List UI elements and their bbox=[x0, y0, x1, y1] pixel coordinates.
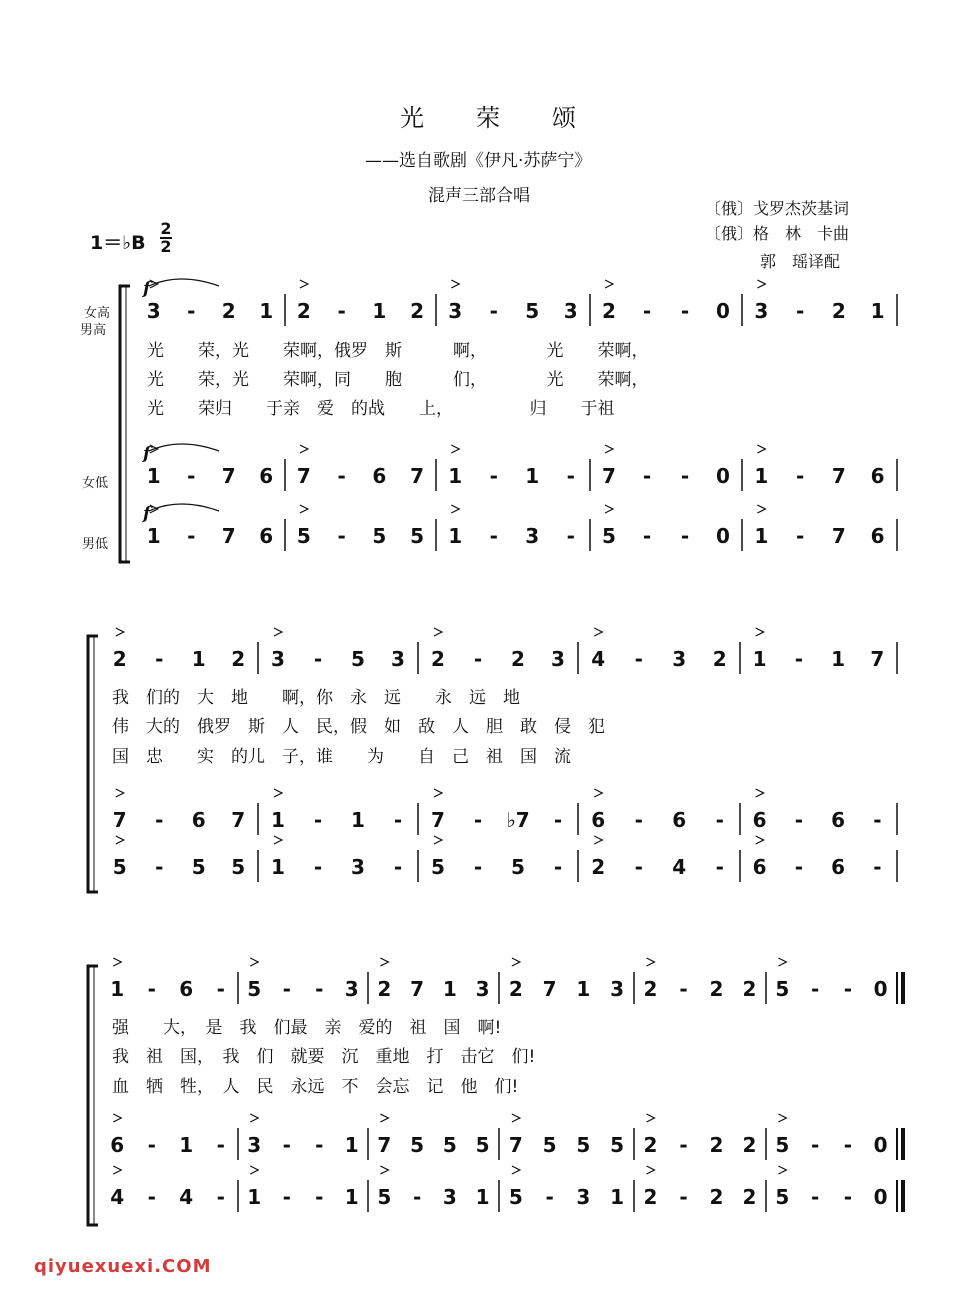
note: 3 bbox=[146, 299, 161, 323]
accent-mark bbox=[451, 505, 459, 513]
accent-mark bbox=[300, 445, 308, 453]
note: 7 bbox=[231, 808, 246, 832]
dash: - bbox=[147, 977, 156, 1001]
dash: - bbox=[553, 808, 563, 832]
note: 1 bbox=[442, 977, 457, 1001]
note: 3 bbox=[442, 1185, 457, 1209]
accent-mark bbox=[757, 280, 765, 288]
accent-mark bbox=[647, 958, 655, 966]
note: 6 bbox=[372, 464, 387, 488]
note: 7 bbox=[831, 464, 846, 488]
accent-mark bbox=[778, 1166, 786, 1174]
note: 0 bbox=[873, 977, 888, 1001]
accent-mark bbox=[300, 505, 308, 513]
dash: - bbox=[315, 977, 324, 1001]
accent-mark bbox=[756, 836, 764, 844]
note: 0 bbox=[873, 1185, 888, 1209]
note: 2 bbox=[742, 977, 757, 1001]
accent-mark bbox=[594, 836, 602, 844]
dash: - bbox=[566, 524, 575, 548]
accent-mark bbox=[451, 280, 459, 288]
dash: - bbox=[147, 1185, 156, 1209]
note: 7 bbox=[431, 808, 445, 832]
note: 2 bbox=[602, 299, 616, 323]
dash: - bbox=[216, 977, 225, 1001]
dynamic-marking: f bbox=[143, 279, 151, 299]
note: 6 bbox=[752, 808, 767, 832]
note: 7 bbox=[831, 524, 846, 548]
dash: - bbox=[794, 647, 804, 671]
lyric-line-2: 伟 大的 俄罗 斯 人 民，假 如 敌 人 胆 敢 侵 犯 bbox=[112, 717, 605, 737]
note: 3 bbox=[344, 977, 359, 1001]
note: 1 bbox=[110, 977, 125, 1001]
dash: - bbox=[794, 855, 804, 879]
dash: - bbox=[795, 464, 805, 488]
dynamic-marking: f bbox=[143, 504, 151, 524]
note: 6 bbox=[110, 1133, 125, 1157]
note: 1 bbox=[271, 808, 285, 832]
dash: - bbox=[843, 1185, 853, 1209]
note: 1 bbox=[372, 299, 387, 323]
part-label-bass: 男低 bbox=[82, 537, 109, 552]
note: 0 bbox=[716, 464, 730, 488]
note: 1 bbox=[351, 808, 365, 832]
note: 2 bbox=[112, 647, 127, 671]
note: 2 bbox=[831, 299, 846, 323]
note: 1 bbox=[525, 464, 540, 488]
dash: - bbox=[794, 808, 804, 832]
note: 5 bbox=[410, 524, 425, 548]
note: ♭7 bbox=[506, 808, 530, 832]
accent-mark bbox=[113, 1114, 121, 1122]
note: 6 bbox=[191, 808, 206, 832]
note: 6 bbox=[259, 524, 274, 548]
voicing-label: 混声三部合唱 bbox=[428, 186, 530, 206]
dash: - bbox=[873, 855, 882, 879]
note: 2 bbox=[712, 647, 727, 671]
dash: - bbox=[187, 299, 196, 323]
dash: - bbox=[634, 647, 643, 671]
lyric-line-3: 血 牺 牲， 人 民 永远 不 会忘 记 他 们! bbox=[112, 1077, 519, 1097]
dash: - bbox=[843, 1133, 853, 1157]
dash: - bbox=[634, 855, 643, 879]
note: 1 bbox=[831, 647, 846, 671]
dash: - bbox=[315, 1185, 324, 1209]
dash: - bbox=[282, 977, 291, 1001]
accent-mark bbox=[647, 1166, 655, 1174]
note: 1 bbox=[448, 524, 463, 548]
note: 7 bbox=[296, 464, 311, 488]
note: 5 bbox=[410, 1133, 425, 1157]
note: 5 bbox=[610, 1133, 625, 1157]
dash: - bbox=[393, 855, 403, 879]
note: 1 bbox=[448, 464, 463, 488]
note: 7 bbox=[377, 1133, 392, 1157]
accent-mark bbox=[380, 958, 388, 966]
note: 0 bbox=[873, 1133, 888, 1157]
note: 1 bbox=[344, 1133, 359, 1157]
note: 1 bbox=[610, 1185, 625, 1209]
note: 6 bbox=[752, 855, 767, 879]
note: 5 bbox=[351, 647, 365, 671]
note: 5 bbox=[602, 524, 616, 548]
part-label-women-top: 女高 bbox=[84, 306, 111, 321]
dash: - bbox=[489, 464, 498, 488]
note: 6 bbox=[591, 808, 606, 832]
accent-mark bbox=[434, 789, 442, 797]
note: 3 bbox=[563, 299, 578, 323]
note: 3 bbox=[551, 647, 565, 671]
dash: - bbox=[155, 647, 164, 671]
time-numerator: 2 bbox=[160, 219, 172, 238]
slur bbox=[149, 504, 219, 511]
accent-mark bbox=[512, 958, 520, 966]
dash: - bbox=[810, 1133, 820, 1157]
note: 2 bbox=[591, 855, 606, 879]
note: 6 bbox=[672, 808, 687, 832]
note: 3 bbox=[448, 299, 463, 323]
slur bbox=[149, 279, 219, 286]
lyric-line-3: 光 荣归 于亲 爱 的战 上， 归 于祖 bbox=[147, 399, 615, 419]
dash: - bbox=[795, 299, 805, 323]
dash: - bbox=[489, 524, 498, 548]
note: 3 bbox=[247, 1133, 262, 1157]
dash: - bbox=[679, 1133, 688, 1157]
accent-mark bbox=[647, 1114, 655, 1122]
note: 7 bbox=[602, 464, 616, 488]
note: 1 bbox=[179, 1133, 194, 1157]
accent-mark bbox=[274, 628, 282, 636]
note: 5 bbox=[511, 855, 525, 879]
dash: - bbox=[679, 977, 688, 1001]
note: 4 bbox=[110, 1185, 125, 1209]
dash: - bbox=[553, 855, 563, 879]
note: 5 bbox=[542, 1133, 557, 1157]
note: 6 bbox=[870, 464, 885, 488]
lyric-line-2: 光 荣，光 荣啊，同 胞 们， 光 荣啊， bbox=[147, 370, 649, 390]
note: 2 bbox=[643, 977, 658, 1001]
song-title: 光荣颂 bbox=[400, 104, 628, 132]
dash: - bbox=[795, 524, 805, 548]
dash: - bbox=[634, 808, 643, 832]
note: 2 bbox=[709, 1185, 724, 1209]
accent-mark bbox=[512, 1166, 520, 1174]
note: 3 bbox=[271, 647, 285, 671]
accent-mark bbox=[594, 789, 602, 797]
accent-mark bbox=[113, 1166, 121, 1174]
lyric-line-2: 我 祖 国， 我 们 就要 沉 重地 打 击它 们! bbox=[112, 1047, 536, 1067]
accent-mark bbox=[380, 1166, 388, 1174]
accent-mark bbox=[605, 445, 613, 453]
dash: - bbox=[843, 977, 853, 1001]
accent-mark bbox=[451, 445, 459, 453]
accent-mark bbox=[250, 958, 258, 966]
accent-mark bbox=[594, 628, 602, 636]
dash: - bbox=[155, 855, 164, 879]
dash: - bbox=[155, 808, 164, 832]
note: 7 bbox=[508, 1133, 523, 1157]
dash: - bbox=[642, 464, 652, 488]
note: 5 bbox=[231, 855, 246, 879]
part-label-men-top: 男高 bbox=[80, 323, 107, 338]
note: 1 bbox=[754, 464, 769, 488]
note: 2 bbox=[296, 299, 311, 323]
slur bbox=[149, 444, 219, 451]
note: 6 bbox=[831, 808, 846, 832]
song-subtitle: ——选自歌剧《伊凡·苏萨宁》 bbox=[365, 151, 592, 171]
system-bracket bbox=[88, 636, 98, 892]
time-denominator: 2 bbox=[160, 237, 172, 256]
dash: - bbox=[313, 647, 323, 671]
dash: - bbox=[216, 1133, 225, 1157]
dash: - bbox=[337, 464, 346, 488]
note: 3 bbox=[672, 647, 687, 671]
note: 5 bbox=[576, 1133, 591, 1157]
accent-mark bbox=[274, 789, 282, 797]
dash: - bbox=[810, 977, 820, 1001]
dash: - bbox=[642, 299, 652, 323]
note: 2 bbox=[709, 1133, 724, 1157]
dash: - bbox=[566, 464, 575, 488]
accent-mark bbox=[116, 836, 124, 844]
dynamic-marking: f bbox=[143, 444, 151, 464]
dash: - bbox=[187, 524, 196, 548]
note: 5 bbox=[475, 1133, 490, 1157]
note: 3 bbox=[351, 855, 365, 879]
lyric-line-1: 光 荣，光 荣啊，俄罗 斯 啊， 光 荣啊， bbox=[147, 341, 649, 361]
dash: - bbox=[315, 1133, 324, 1157]
note: 1 bbox=[754, 524, 769, 548]
note: 2 bbox=[643, 1133, 658, 1157]
dash: - bbox=[715, 855, 724, 879]
accent-mark bbox=[512, 1114, 520, 1122]
accent-mark bbox=[757, 505, 765, 513]
note: 1 bbox=[259, 299, 274, 323]
note: 6 bbox=[179, 977, 194, 1001]
note: 2 bbox=[643, 1185, 658, 1209]
accent-mark bbox=[756, 628, 764, 636]
note: 5 bbox=[525, 299, 540, 323]
note: 4 bbox=[591, 647, 606, 671]
dash: - bbox=[680, 299, 690, 323]
note: 7 bbox=[221, 464, 236, 488]
note: 1 bbox=[475, 1185, 490, 1209]
note: 3 bbox=[475, 977, 490, 1001]
note: 5 bbox=[296, 524, 311, 548]
note: 7 bbox=[870, 647, 885, 671]
note: 7 bbox=[410, 977, 425, 1001]
note: 7 bbox=[410, 464, 425, 488]
lyric-line-1: 我 们的 大 地 啊，你 永 远 永 远 地 bbox=[112, 688, 520, 708]
dash: - bbox=[489, 299, 498, 323]
note: 3 bbox=[610, 977, 625, 1001]
note: 2 bbox=[231, 647, 246, 671]
dash: - bbox=[679, 1185, 688, 1209]
accent-mark bbox=[605, 280, 613, 288]
accent-mark bbox=[116, 789, 124, 797]
note: 1 bbox=[146, 464, 161, 488]
dash: - bbox=[147, 1133, 156, 1157]
dash: - bbox=[412, 1185, 422, 1209]
key-signature: 1＝♭B bbox=[90, 232, 146, 254]
dash: - bbox=[393, 808, 403, 832]
dash: - bbox=[187, 464, 196, 488]
note: 1 bbox=[870, 299, 885, 323]
dash: - bbox=[473, 647, 483, 671]
note: 2 bbox=[377, 977, 392, 1001]
dash: - bbox=[680, 464, 690, 488]
note: 2 bbox=[709, 977, 724, 1001]
dash: - bbox=[810, 1185, 820, 1209]
dash: - bbox=[473, 808, 483, 832]
note: 3 bbox=[391, 647, 405, 671]
note: 6 bbox=[870, 524, 885, 548]
dash: - bbox=[473, 855, 483, 879]
accent-mark bbox=[605, 505, 613, 513]
note: 3 bbox=[754, 299, 769, 323]
dash: - bbox=[313, 855, 323, 879]
note: 7 bbox=[112, 808, 127, 832]
note: 5 bbox=[377, 1185, 392, 1209]
accent-mark bbox=[434, 836, 442, 844]
dash: - bbox=[216, 1185, 225, 1209]
dash: - bbox=[313, 808, 323, 832]
note: 2 bbox=[742, 1133, 757, 1157]
dash: - bbox=[282, 1185, 291, 1209]
note: 0 bbox=[716, 299, 730, 323]
dash: - bbox=[545, 1185, 554, 1209]
note: 7 bbox=[221, 524, 236, 548]
note: 7 bbox=[542, 977, 557, 1001]
note: 1 bbox=[191, 647, 206, 671]
note: 5 bbox=[442, 1133, 457, 1157]
note: 3 bbox=[576, 1185, 591, 1209]
note: 5 bbox=[112, 855, 127, 879]
note: 6 bbox=[259, 464, 274, 488]
dash: - bbox=[873, 808, 882, 832]
arranger-credit: 郭 瑶译配 bbox=[760, 252, 841, 271]
note: 5 bbox=[247, 977, 262, 1001]
dash: - bbox=[337, 524, 346, 548]
system-bracket bbox=[120, 286, 130, 562]
note: 1 bbox=[576, 977, 591, 1001]
note: 2 bbox=[742, 1185, 757, 1209]
note: 0 bbox=[716, 524, 730, 548]
note: 6 bbox=[831, 855, 846, 879]
note: 5 bbox=[372, 524, 387, 548]
accent-mark bbox=[380, 1114, 388, 1122]
accent-mark bbox=[778, 1114, 786, 1122]
accent-mark bbox=[116, 628, 124, 636]
accent-mark bbox=[250, 1166, 258, 1174]
note: 2 bbox=[221, 299, 236, 323]
composer-credit: 〔俄〕格 林 卡曲 bbox=[705, 224, 850, 243]
lyricist-credit: 〔俄〕戈罗杰茨基词 bbox=[705, 199, 850, 218]
note: 1 bbox=[344, 1185, 359, 1209]
note: 1 bbox=[247, 1185, 262, 1209]
accent-mark bbox=[274, 836, 282, 844]
note: 2 bbox=[508, 977, 523, 1001]
note: 5 bbox=[775, 977, 790, 1001]
note: 1 bbox=[146, 524, 161, 548]
accent-mark bbox=[250, 1114, 258, 1122]
accent-mark bbox=[434, 628, 442, 636]
accent-mark bbox=[757, 445, 765, 453]
note: 5 bbox=[508, 1185, 523, 1209]
lyric-line-1: 强 大， 是 我 们最 亲 爱的 祖 国 啊! bbox=[112, 1018, 502, 1038]
dash: - bbox=[337, 299, 346, 323]
accent-mark bbox=[300, 280, 308, 288]
accent-mark bbox=[756, 789, 764, 797]
dash: - bbox=[642, 524, 652, 548]
note: 5 bbox=[775, 1185, 790, 1209]
note: 4 bbox=[672, 855, 687, 879]
dash: - bbox=[282, 1133, 291, 1157]
note: 4 bbox=[179, 1185, 194, 1209]
part-label-alto: 女低 bbox=[82, 476, 109, 491]
note: 5 bbox=[191, 855, 206, 879]
dash: - bbox=[680, 524, 690, 548]
note: 2 bbox=[511, 647, 525, 671]
note: 3 bbox=[525, 524, 540, 548]
note: 1 bbox=[271, 855, 285, 879]
accent-mark bbox=[113, 958, 121, 966]
system-bracket bbox=[88, 966, 98, 1225]
site-watermark: qiyuexuexi.COM bbox=[34, 1256, 212, 1277]
note: 5 bbox=[431, 855, 445, 879]
note: 1 bbox=[752, 647, 767, 671]
accent-mark bbox=[778, 958, 786, 966]
lyric-line-3: 国 忠 实 的儿 子，谁 为 自 己 祖 国 流 bbox=[112, 747, 571, 767]
note: 2 bbox=[410, 299, 425, 323]
note: 5 bbox=[775, 1133, 790, 1157]
dash: - bbox=[715, 808, 724, 832]
note: 2 bbox=[431, 647, 445, 671]
